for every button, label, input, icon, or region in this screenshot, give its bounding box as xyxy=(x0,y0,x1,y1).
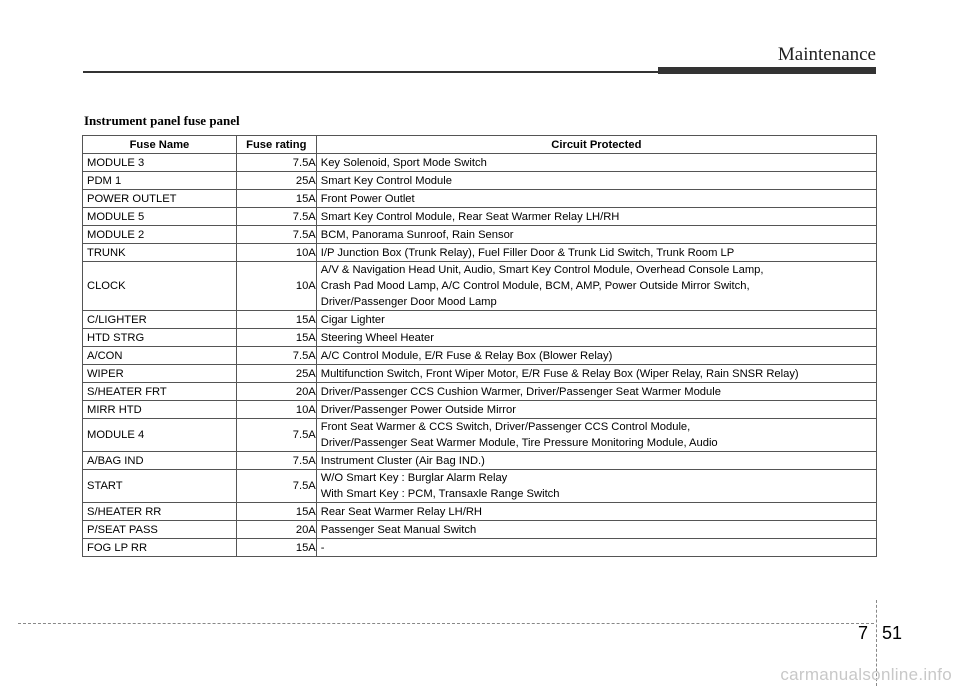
circuit-protected-cell: A/C Control Module, E/R Fuse & Relay Box (Blower Relay) xyxy=(316,347,876,365)
circuit-protected-cell: Multifunction Switch, Front Wiper Motor, E/R Fuse & Relay Box (Wiper Relay, Rain SNSR Relay) xyxy=(316,365,876,383)
circuit-protected-cell: I/P Junction Box (Trunk Relay), Fuel Filler Door & Trunk Lid Switch, Trunk Room LP xyxy=(316,244,876,262)
table-row xyxy=(83,172,877,190)
table-row xyxy=(83,539,877,557)
page-number: 51 xyxy=(882,623,903,643)
fuse-name-cell: A/CON xyxy=(83,347,237,365)
fuse-name-cell: MODULE 2 xyxy=(83,226,237,244)
fuse-rating-cell: 7.5A xyxy=(236,347,316,365)
fuse-name-cell: PDM 1 xyxy=(83,172,237,190)
column-header-circuit-protected: Circuit Protected xyxy=(316,136,876,154)
fuse-rating-cell: 20A xyxy=(236,383,316,401)
table-row xyxy=(83,401,877,419)
section-title: Instrument panel fuse panel xyxy=(84,113,240,128)
circuit-protected-cell: Cigar Lighter xyxy=(316,311,876,329)
table-row xyxy=(83,365,877,383)
table-row xyxy=(83,244,877,262)
fuse-rating-cell: 7.5A xyxy=(236,419,316,452)
column-header-fuse-rating: Fuse rating xyxy=(236,136,316,154)
circuit-protected-cell: Driver/Passenger CCS Cushion Warmer, Driver/Passenger Seat Warmer Module xyxy=(316,383,876,401)
fuse-name-cell: MODULE 5 xyxy=(83,208,237,226)
table-header-row xyxy=(83,136,877,154)
fuse-rating-cell: 25A xyxy=(236,172,316,190)
fuse-rating-cell: 7.5A xyxy=(236,154,316,172)
footer-divider xyxy=(18,623,874,624)
fuse-rating-cell: 15A xyxy=(236,539,316,557)
circuit-protected-cell: Instrument Cluster (Air Bag IND.) xyxy=(316,452,876,470)
circuit-protected-cell: Front Seat Warmer & CCS Switch, Driver/Passenger CCS Control Module, Driver/Passenger Seat Warmer Module, Tire Pressure Monitoring Module, Audio xyxy=(316,419,876,452)
fuse-rating-cell: 15A xyxy=(236,503,316,521)
fuse-rating-cell: 10A xyxy=(236,262,316,311)
circuit-protected-cell: - xyxy=(316,539,876,557)
fuse-rating-cell: 7.5A xyxy=(236,226,316,244)
table-row xyxy=(83,383,877,401)
page-header-title: Maintenance xyxy=(777,44,876,65)
fuse-rating-cell: 7.5A xyxy=(236,470,316,503)
circuit-protected-cell: Steering Wheel Heater xyxy=(316,329,876,347)
fuse-name-cell: POWER OUTLET xyxy=(83,190,237,208)
table-row xyxy=(83,521,877,539)
fuse-name-cell: MODULE 4 xyxy=(83,419,237,452)
fuse-name-cell: START xyxy=(83,470,237,503)
header-rule xyxy=(83,71,658,73)
circuit-protected-cell: Driver/Passenger Power Outside Mirror xyxy=(316,401,876,419)
table-row xyxy=(83,470,877,503)
fuse-name-cell: CLOCK xyxy=(83,262,237,311)
chapter-number: 7 xyxy=(858,623,869,643)
fuse-rating-cell: 7.5A xyxy=(236,208,316,226)
fuse-name-cell: FOG LP RR xyxy=(83,539,237,557)
fuse-name-cell: P/SEAT PASS xyxy=(83,521,237,539)
fuse-name-cell: MIRR HTD xyxy=(83,401,237,419)
circuit-protected-cell: Front Power Outlet xyxy=(316,190,876,208)
table-row xyxy=(83,262,877,311)
fuse-rating-cell: 7.5A xyxy=(236,452,316,470)
fuse-rating-cell: 10A xyxy=(236,401,316,419)
table-row xyxy=(83,452,877,470)
table-row xyxy=(83,503,877,521)
circuit-protected-cell: Smart Key Control Module xyxy=(316,172,876,190)
watermark: carmanualsonline.info xyxy=(780,665,952,684)
circuit-protected-cell: Rear Seat Warmer Relay LH/RH xyxy=(316,503,876,521)
fuse-name-cell: A/BAG IND xyxy=(83,452,237,470)
fuse-table-body xyxy=(83,154,877,557)
fuse-table xyxy=(82,135,877,557)
fuse-rating-cell: 10A xyxy=(236,244,316,262)
fuse-name-cell: WIPER xyxy=(83,365,237,383)
fuse-rating-cell: 15A xyxy=(236,190,316,208)
header-rule-accent xyxy=(658,67,876,74)
table-row xyxy=(83,226,877,244)
column-header-fuse-name: Fuse Name xyxy=(83,136,237,154)
table-row xyxy=(83,208,877,226)
fuse-name-cell: TRUNK xyxy=(83,244,237,262)
fuse-name-cell: C/LIGHTER xyxy=(83,311,237,329)
circuit-protected-cell: A/V & Navigation Head Unit, Audio, Smart Key Control Module, Overhead Console Lamp, Crash Pad Mood Lamp, A/C Control Module, BCM, AMP, Power Outside Mirror Switch, Driver/Passenger Door Mood Lamp xyxy=(316,262,876,311)
fuse-rating-cell: 15A xyxy=(236,329,316,347)
table-row xyxy=(83,329,877,347)
circuit-protected-cell: Key Solenoid, Sport Mode Switch xyxy=(316,154,876,172)
fuse-name-cell: MODULE 3 xyxy=(83,154,237,172)
circuit-protected-cell: BCM, Panorama Sunroof, Rain Sensor xyxy=(316,226,876,244)
fuse-rating-cell: 25A xyxy=(236,365,316,383)
fuse-rating-cell: 15A xyxy=(236,311,316,329)
fuse-rating-cell: 20A xyxy=(236,521,316,539)
fuse-name-cell: S/HEATER FRT xyxy=(83,383,237,401)
fuse-name-cell: S/HEATER RR xyxy=(83,503,237,521)
table-row xyxy=(83,154,877,172)
table-row xyxy=(83,347,877,365)
table-row xyxy=(83,190,877,208)
fuse-name-cell: HTD STRG xyxy=(83,329,237,347)
circuit-protected-cell: W/O Smart Key : Burglar Alarm Relay With Smart Key : PCM, Transaxle Range Switch xyxy=(316,470,876,503)
table-row xyxy=(83,419,877,452)
circuit-protected-cell: Passenger Seat Manual Switch xyxy=(316,521,876,539)
circuit-protected-cell: Smart Key Control Module, Rear Seat Warmer Relay LH/RH xyxy=(316,208,876,226)
table-row xyxy=(83,311,877,329)
